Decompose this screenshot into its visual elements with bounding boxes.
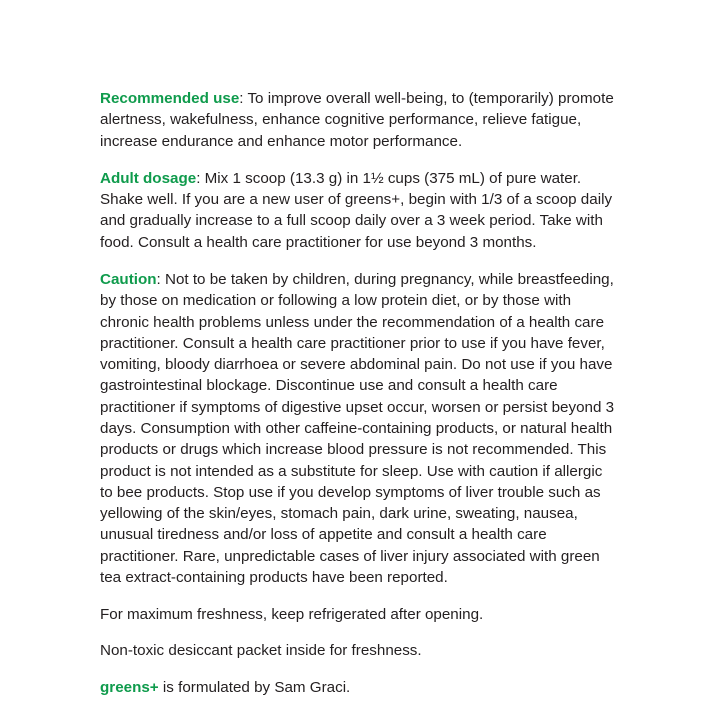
freshness-note: For maximum freshness, keep refrigerated after opening. [100, 606, 484, 624]
brand-name: greens+ [100, 678, 159, 696]
adult-dosage-paragraph [100, 168, 616, 253]
recommended-use-paragraph [100, 88, 616, 152]
recommended-use-heading: Recommended use [100, 90, 240, 107]
formulation-note [100, 677, 616, 698]
adult-dosage-heading: Adult dosage [100, 169, 197, 187]
recommended-use-separator: : [239, 90, 248, 107]
formulation-text: is formulated by Sam Graci. [158, 678, 351, 696]
caution-separator: : [156, 270, 165, 288]
desiccant-note: Non-toxic desiccant packet inside for freshness. [100, 642, 422, 660]
adult-dosage-separator: : [196, 169, 205, 187]
caution-body: Not to be taken by children, during pregnancy, while breastfeeding, by those on medication or following a low protein diet, or by those with chronic health problems unless under the recommendation of a health care practitioner. Consult a health care practitioner prior to use if you have fever, vomiting, bloody diarrhoea or severe abdominal pain. Do not use if you have gastrointestinal blockage. Discontinue use and consult a health care practitioner if symptoms of digestive upset occur, worsen or persist beyond 3 days. Consumption with other caffeine-containing products, or natural health products or drugs which increase blood pressure is not recommended. This product is not intended as a substitute for sleep. Use with caution if allergic to bee products. Stop use if you develop symptoms of liver trouble such as yellowing of the skin/eyes, stomach pain, dark urine, sweating, nausea, unusual tiredness and/or loss of appetite and consult a health care practitioner. Rare, unpredictable cases of liver injury associated with green tea extract-containing products have been reported. [100, 270, 615, 586]
adult-dosage-body: Mix 1 scoop (13.3 g) in 1½ cups (375 mL) of pure water. Shake well. If you are a new user of greens+, begin with 1/3 of a scoop daily and gradually increase to a full scoop daily over a 3 week period. Take with food. Consult a health care practitioner for use beyond 3 months. [100, 169, 613, 251]
recommended-use-body: To improve overall well-being, to (temporarily) promote alertness, wakefulness, enhance cognitive performance, relieve fatigue, increase endurance and enhance motor performance. [100, 90, 614, 150]
caution-paragraph [100, 269, 616, 588]
caution-heading: Caution [100, 270, 157, 288]
